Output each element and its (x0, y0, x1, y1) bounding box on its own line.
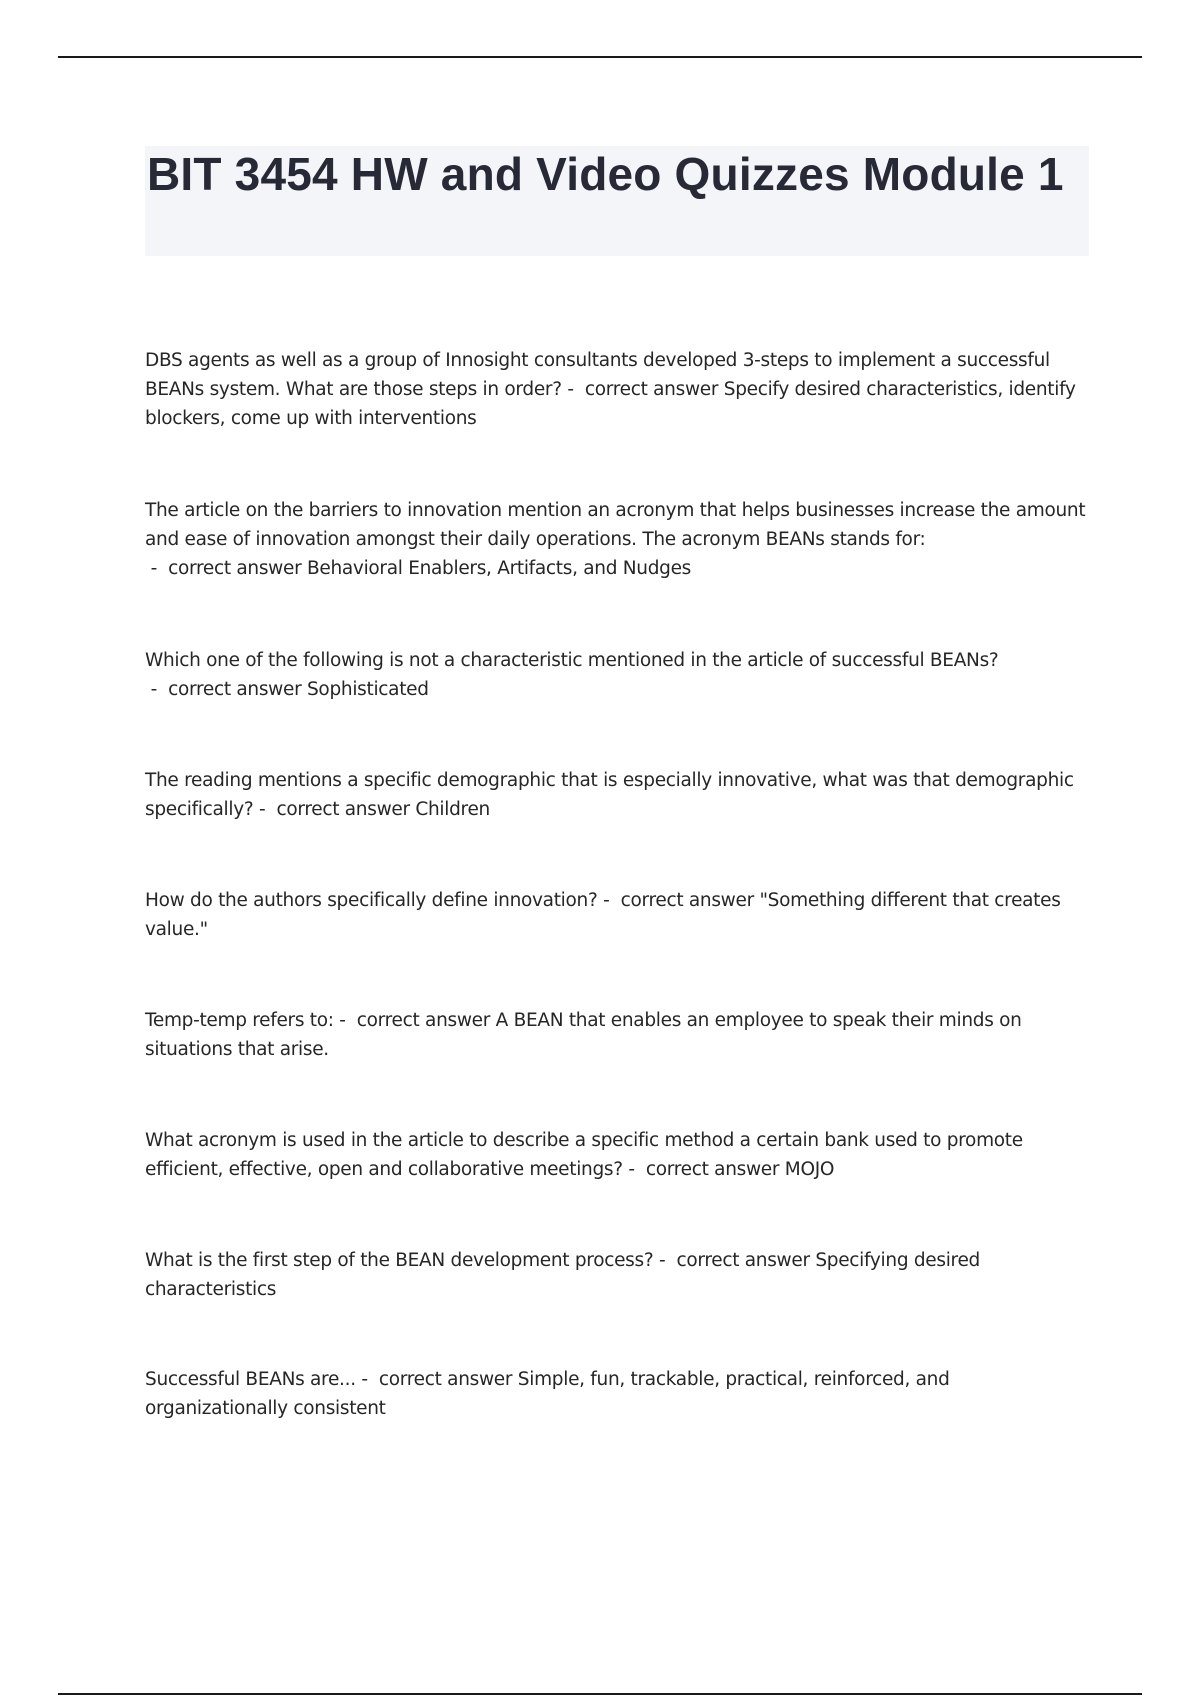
title-block (145, 146, 1089, 256)
answer-separator: - correct answer (355, 1369, 518, 1390)
question-text: Successful BEANs are... (145, 1369, 356, 1390)
answer-separator: - correct answer (253, 799, 416, 820)
answer-separator: - correct answer (145, 679, 307, 700)
qa-item-5 (145, 886, 1090, 944)
qa-item-7 (145, 1126, 1090, 1184)
answer-text: Sophisticated (306, 679, 429, 700)
answer-text: Simple, fun, trackable, practical, reinforced, and organizationally consistent (145, 1369, 950, 1419)
answer-separator: - correct answer (597, 890, 760, 911)
answer-separator: - correct answer (622, 1159, 785, 1180)
qa-item-2 (145, 496, 1090, 583)
question-text: The reading mentions a specific demographic that is especially innovative, what was that demographic specifically? (145, 770, 1074, 820)
question-text: What acronym is used in the article to describe a specific method a certain bank used to promote efficient, effective, open and collaborative meetings? (145, 1130, 1023, 1180)
question-text: What is the first step of the BEAN development process? (145, 1250, 654, 1271)
answer-text: "Something different that creates value." (145, 890, 1061, 940)
question-text: Temp-temp refers to: (145, 1010, 334, 1031)
question-text: Which one of the following is not a characteristic mentioned in the article of successful BEANs? (145, 650, 999, 671)
answer-text: Specify desired characteristics, identify blockers, come up with interventions (145, 379, 1076, 429)
answer-separator: - correct answer (333, 1010, 496, 1031)
answer-text: MOJO (784, 1159, 835, 1180)
answer-separator: - correct answer (653, 1250, 816, 1271)
qa-item-8 (145, 1246, 1090, 1304)
top-rule (58, 56, 1142, 58)
qa-item-1 (145, 346, 1090, 433)
bottom-rule (58, 1693, 1142, 1695)
question-text: The article on the barriers to innovation mention an acronym that helps businesses increase the amount and ease of innovation amongst their daily operations. The acronym BEANs stands for: (145, 500, 1086, 550)
qa-item-4 (145, 766, 1090, 824)
answer-separator: - correct answer (145, 558, 307, 579)
answer-text: A BEAN that enables an employee to speak their minds on situations that arise. (145, 1010, 1022, 1060)
qa-item-9 (145, 1365, 1090, 1423)
question-text: How do the authors specifically define innovation? (145, 890, 598, 911)
question-text: DBS agents as well as a group of Innosight consultants developed 3-steps to implement a successful BEANs system. What are those steps in order? (145, 350, 1050, 400)
answer-text: Behavioral Enablers, Artifacts, and Nudges (306, 558, 691, 579)
answer-separator: - correct answer (561, 379, 724, 400)
qa-item-3 (145, 646, 1090, 704)
qa-item-6 (145, 1006, 1090, 1064)
answer-text: Children (415, 799, 490, 820)
answer-text: Specifying desired characteristics (145, 1250, 980, 1300)
document-title: BIT 3454 HW and Video Quizzes Module 1 (147, 148, 1064, 200)
